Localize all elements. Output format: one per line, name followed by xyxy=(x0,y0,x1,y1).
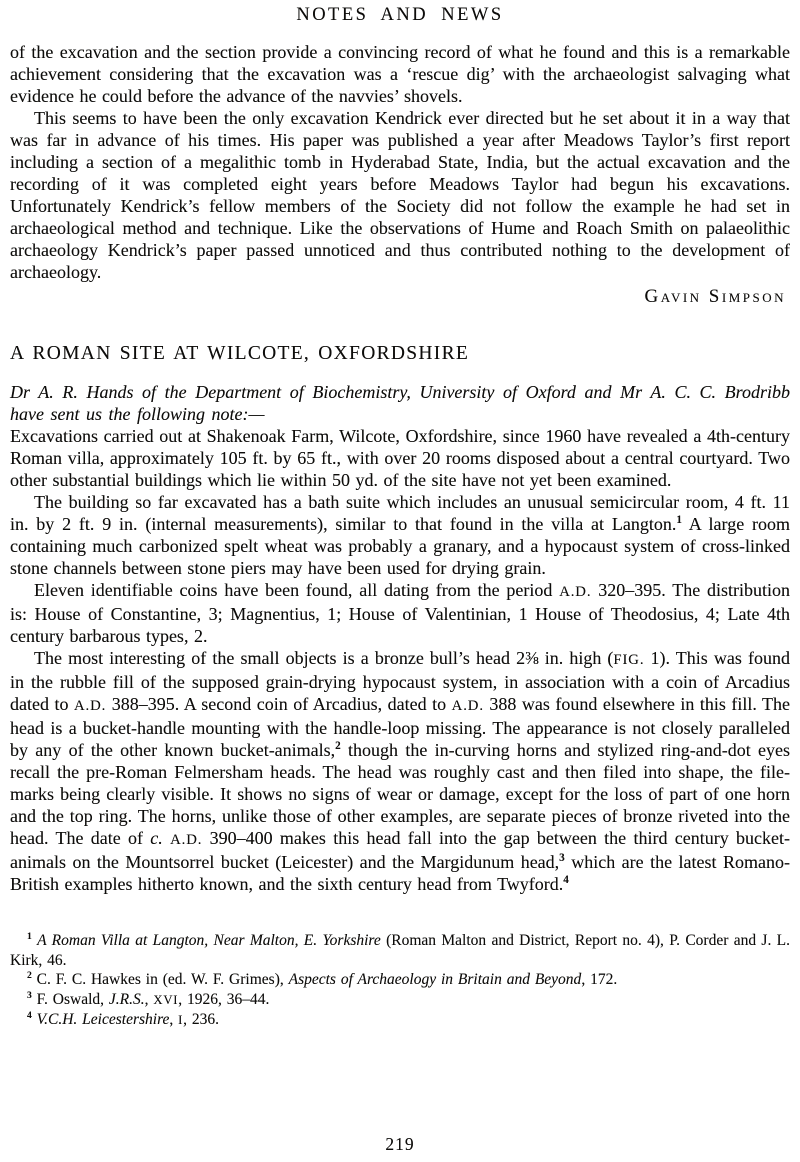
paragraph: Excavations carried out at Shakenoak Farm, Wilcote, Oxfordshire, since 1960 have revealed a 4th-century Roman villa, approximately 105 ft. by 65 ft., with over 20 rooms disposed about a central courtyard. Two other substantial buildings which lie within 50 yd. of the site have not yet been examined. xyxy=(10,426,790,490)
paragraph: Eleven identifiable coins have been found, all dating from the period A.D. 320–395. The distribution is: House of Constantine, 3; Magnentius, 1; House of Valentinian, 1 House of Theodosius, 4; Late 4th century barbarous types, 2. xyxy=(10,580,790,646)
editorial-note: Dr A. R. Hands of the Department of Biochemistry, University of Oxford and Mr A. C. C. Brodribb have sent us the following note:— xyxy=(10,382,790,424)
page-number: 219 xyxy=(385,1134,415,1154)
footnote: $^1$ A Roman Villa at Langton, Near Malton, E. Yorkshire (Roman Malton and District, Report no. 4), P. Corder and J. L. Kirk, 46. xyxy=(10,930,790,969)
article-notes-and-news xyxy=(10,41,790,308)
paragraph: The building so far excavated has a bath suite which includes an unusual semicircular room, 4 ft. 11 in. by 2 ft. 9 in. (internal measurements), similar to that found in the villa at Langton.$^1$ A large room containing much carbonized spelt wheat was probably a granary, and a hypocaust system of cross-linked stone channels between stone piers may have been used for drying grain. xyxy=(10,492,790,578)
section-heading: A ROMAN SITE AT WILCOTE, OXFORDSHIRE xyxy=(10,343,470,364)
footnote: $^4$ V.C.H. Leicestershire, I, 236. xyxy=(27,1009,220,1028)
footnote: $^2$ C. F. C. Hawkes in (ed. W. F. Grimes), Aspects of Archaeology in Britain and Beyond, 172. xyxy=(27,969,618,988)
footnotes xyxy=(10,931,790,1031)
author-signature: Gavin Simpson xyxy=(644,286,786,307)
running-head: NOTES AND NEWS xyxy=(296,5,504,25)
paragraph: The most interesting of the small objects is a bronze bull’s head 2⅜ in. high (FIG. 1). This was found in the rubble fill of the supposed grain-drying hypocaust system, in association with a coin of Arcadius dated to A.D. 388–395. A second coin of Arcadius, dated to A.D. 388 was found elsewhere in this fill. The head is a bucket-handle mounting with the handle-loop missing. The appearance is not closely paralleled by any of the other known bucket-animals,$^2$ though the in-curving horns and stylized ring-and-dot eyes recall the pre-Roman Felmersham heads. The head was roughly cast and then filed into shape, the file-marks being clearly visible. It shows no signs of wear or damage, except for the loss of part of one horn and the top ring. The horns, unlike those of other examples, are separate pieces of bronze riveted into the head. The date of c. A.D. 390–400 makes this head fall into the gap between the third century bucket-animals on the Mountsorrel bucket (Leicester) and the Margidunum head,$^3$ which are the latest Romano-British examples hitherto known, and the sixth century head from Twyford.$^4$ xyxy=(10,648,791,894)
article-roman-site-wilcote xyxy=(10,343,790,895)
paragraph: This seems to have been the only excavation Kendrick ever directed but he set about it in a way that was far in advance of his times. His paper was published a year after Meadows Taylor’s first report including a section of a megalithic tomb in Hyderabad State, India, but the actual excavation and the recording of it was completed eight years before Meadows Taylor had begun his excavations. Unfortunately Kendrick’s fellow members of the Society did not follow the example he had set in archaeological method and technique. Like the observations of Hume and Roach Smith on palaeolithic archaeology Kendrick’s paper passed unnoticed and thus contributed nothing to the development of archaeology. xyxy=(10,108,790,282)
paragraph: of the excavation and the section provide a convincing record of what he found and this is a remarkable achievement considering that the excavation was a ‘rescue dig’ with the archaeologist salvaging what evidence he could before the advance of the navvies’ shovels. xyxy=(10,42,790,106)
footnote: $^3$ F. Oswald, J.R.S., XVI, 1926, 36–44. xyxy=(27,989,270,1008)
